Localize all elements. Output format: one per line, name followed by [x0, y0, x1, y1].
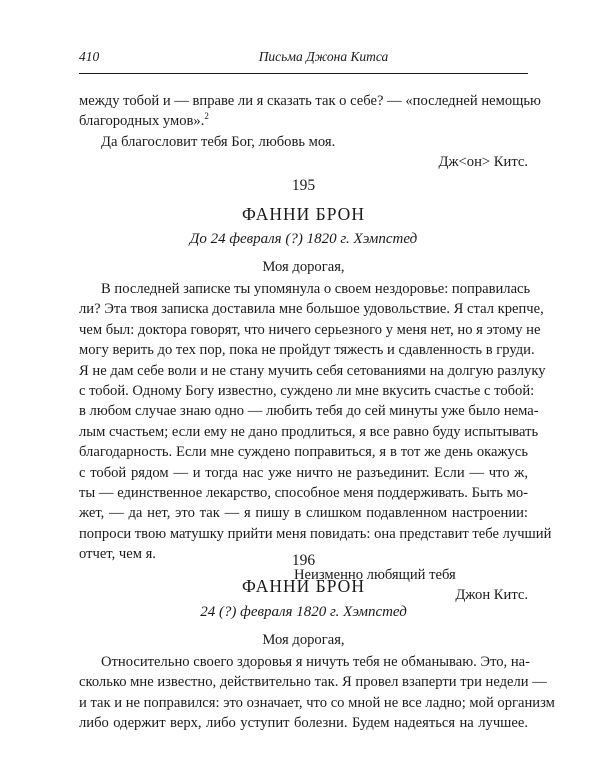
text-line: [79, 111, 528, 131]
letter-dateline: 24 (?) февраля 1820 г. Хэмпстед: [200, 604, 407, 620]
text-line: в любом случае знаю одно — любить тебя до сей минуты уже было нема-: [79, 403, 539, 420]
text-line: отчет, чем я.: [79, 546, 156, 563]
letter-body: [79, 652, 555, 734]
text-line: сколько мне известно, действительно так. Я провел взаперти три недели —: [79, 674, 547, 691]
text-line: ты — единственное лекарство, способное меня поддерживать. Быть мо-: [79, 485, 528, 502]
text-line-content: благородных умов».: [79, 113, 205, 130]
letter-recipient: ФАННИ БРОН: [242, 204, 365, 224]
text-line: и так и не поправился: это означает, что со мной не все ладно; мой организм: [79, 694, 555, 711]
closing-line: Да благословит тебя Бог, любовь моя.: [101, 133, 336, 150]
text-line: ли? Эта твоя записка доставила мне большое удовольствие. Я стал крепче,: [79, 301, 544, 318]
previous-letter-ending: [79, 91, 541, 173]
salutation: Моя дорогая,: [262, 632, 345, 648]
footnote-marker: 2: [204, 111, 209, 122]
header-rule: [79, 73, 528, 74]
running-head: [79, 49, 528, 69]
text-line: лым счастьем; если ему не дано продлиться, я все равно буду испытывать: [79, 423, 539, 440]
signature: Джон Китс.: [455, 587, 528, 604]
text-line: либо одержит верх, либо уступит болезни. Будем надеяться на лучшее.: [79, 715, 528, 732]
text-line: жет, — да нет, это так — я пишу в слишком подавленном настроении:: [79, 505, 528, 522]
text-line: с тобой рядом — и тогда нас уже ничто не разъединит. Если — что ж,: [79, 464, 528, 481]
letter-recipient: ФАННИ БРОН: [242, 576, 365, 596]
text-line: Я не дам себе воли и не стану мучить себя сетованиями на долгую разлуку: [79, 362, 546, 379]
text-line: между тобой и — вправе ли я сказать так о себе? — «последней немощью: [79, 93, 541, 109]
text-line: благодарность. Если мне суждено поправиться, я в тот же день окажусь: [79, 444, 528, 461]
text-line: могу верить до тех пор, пока не пройдут тяжесть и сдавленность в груди.: [79, 342, 535, 359]
letter-number: 195: [291, 177, 316, 194]
text-line: попроси твою матушку прийти меня повидать: она представит тебе лучший: [79, 525, 552, 542]
text-line: чем был: доктора говорят, что ничего серьезного у меня нет, но я этому не: [79, 321, 541, 338]
running-title: Письма Джона Китса: [258, 49, 389, 64]
signoff: Неизменно любящий тебя: [294, 566, 456, 583]
text-line: В последней записке ты упомянула о своем нездоровье: поправилась: [101, 281, 531, 297]
signature: Дж<он> Китс.: [438, 154, 528, 171]
text-line: с тобой. Одному Богу известно, суждено ли мне вкусить счастье с тобой:: [79, 383, 535, 400]
salutation: Моя дорогая,: [262, 259, 345, 275]
page-number: 410: [79, 49, 100, 64]
text-line: Относительно своего здоровья я ничуть тебя не обманываю. Это, на-: [101, 654, 530, 670]
letter-number: 196: [291, 552, 316, 569]
letter-dateline: До 24 февраля (?) 1820 г. Хэмпстед: [189, 231, 418, 247]
